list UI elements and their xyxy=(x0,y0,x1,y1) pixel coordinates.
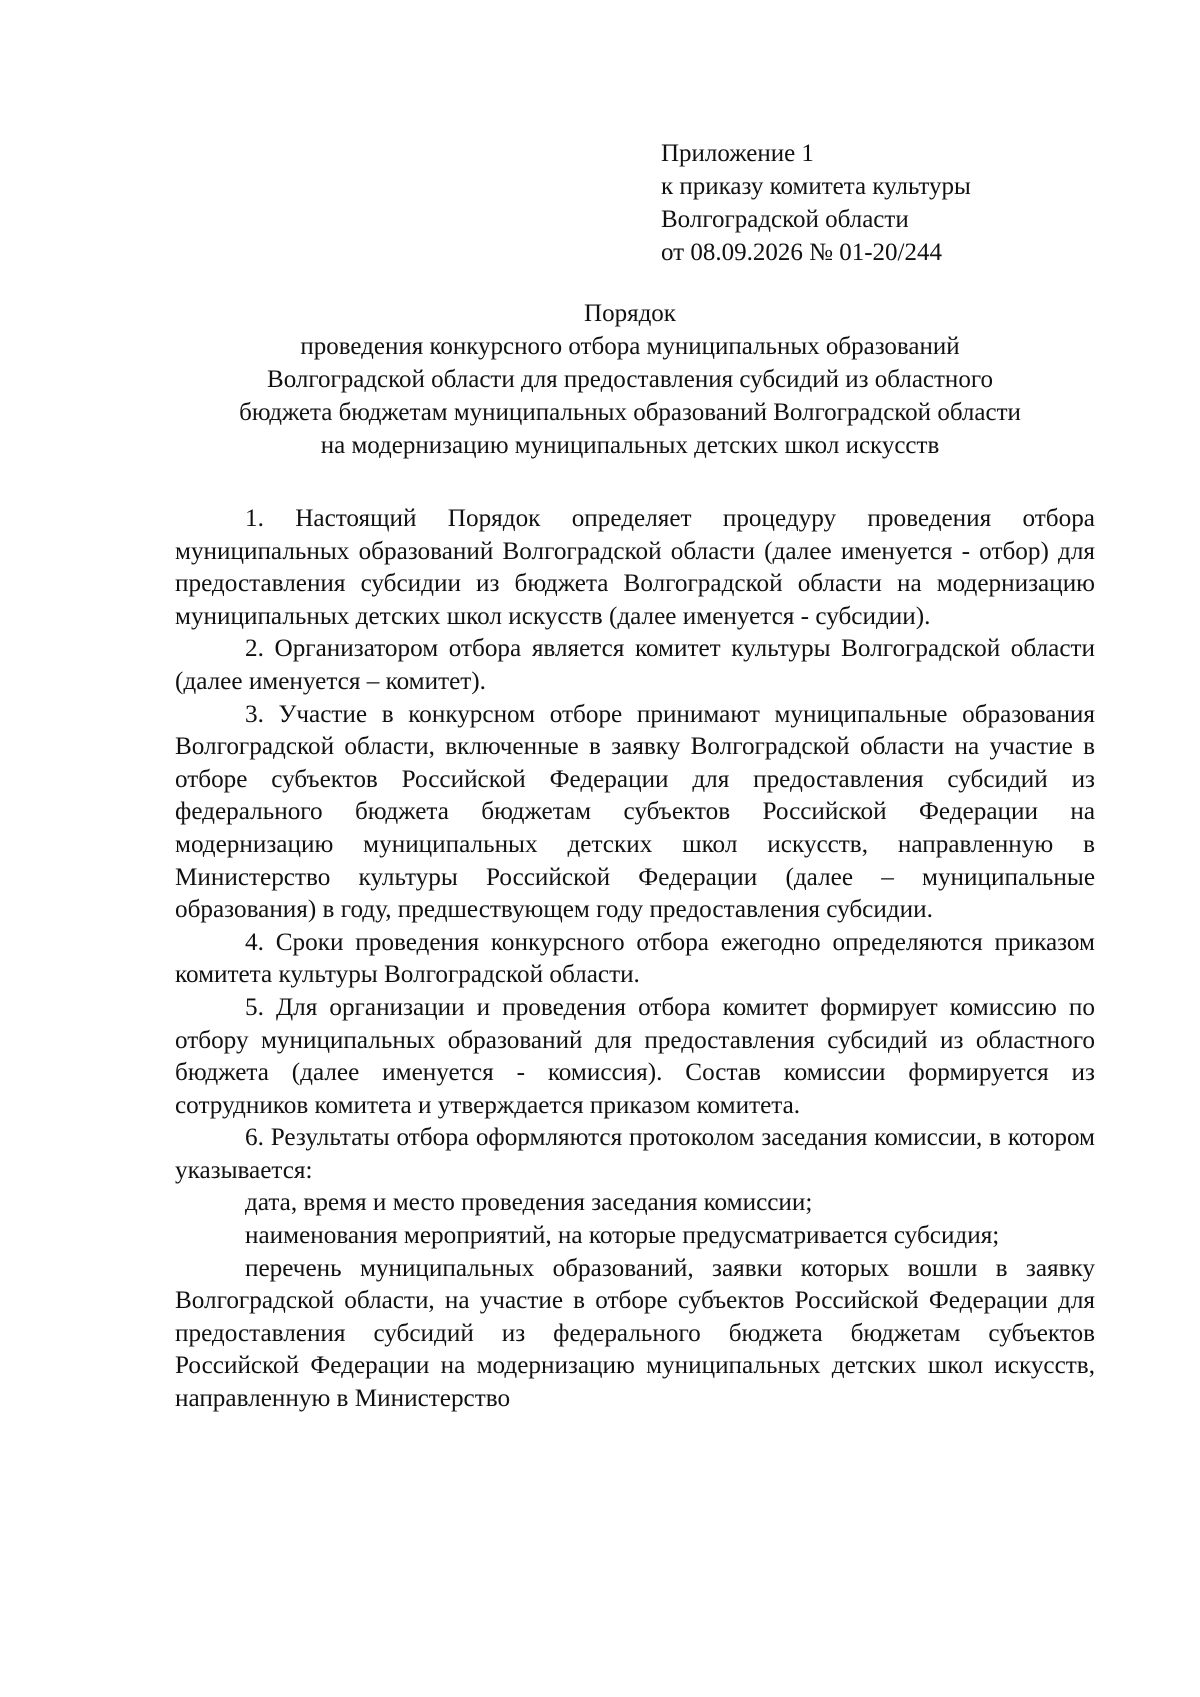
title-line: Волгоградской области для предоставления субсидий из областного xyxy=(267,366,993,393)
document-title xyxy=(170,297,1090,462)
paragraph-2: 2. Организатором отбора является комитет культуры Волгоградской области (далее именуется – комитет). xyxy=(175,635,1095,695)
title-line: на модернизацию муниципальных детских школ искусств xyxy=(320,432,940,459)
paragraph-5: 5. Для организации и проведения отбора комитет формирует комиссию по отбору муниципальных образований для предоставления субсидий из областного бюджета (далее именуется - комиссия). Состав комиссии формируется из сотрудников комитета и утверждается приказом комитета. xyxy=(175,993,1095,1119)
document-body xyxy=(175,503,1095,1416)
title-heading: Порядок xyxy=(584,300,676,327)
paragraph-3: 3. Участие в конкурсном отборе принимают муниципальные образования Волгоградской области, включенные в заявку Волгоградской области на участие в отборе субъектов Российской Федерации для предоставления субсидий из федерального бюджета бюджетам субъектов Российской Федерации на модернизацию муниципальных детских школ искусств, направленную в Министерство культуры Российской Федерации (далее – муниципальные образования) в году, предшествующем году предоставления субсидии. xyxy=(175,700,1095,924)
appendix-line: от 08.09.2026 № 01-20/244 xyxy=(661,239,942,266)
title-line: проведения конкурсного отбора муниципальных образований xyxy=(300,333,960,360)
appendix-line: Волгоградской области xyxy=(661,206,909,233)
paragraph-4: 4. Сроки проведения конкурсного отбора ежегодно определяются приказом комитета культуры Волгоградской области. xyxy=(175,928,1095,989)
appendix-line: к приказу комитета культуры xyxy=(661,173,971,200)
paragraph-1: 1. Настоящий Порядок определяет процедуру проведения отбора муниципальных образований Волгоградской области (далее именуется - отбор) для предоставления субсидии из бюджета Волгоградской области на модернизацию муниципальных детских школ искусств (далее именуется - субсидии). xyxy=(175,505,1095,630)
list-item-date: дата, время и место проведения заседания комиссии; xyxy=(245,1189,813,1217)
appendix-line: Приложение 1 xyxy=(661,140,814,167)
title-line: бюджета бюджетам муниципальных образований Волгоградской области xyxy=(239,399,1021,426)
list-item-municipalities: перечень муниципальных образований, заявки которых вошли в заявку Волгоградской области, на участие в отборе субъектов Российской Федерации для предоставления субсидий из федерального бюджета бюджетам субъектов Российской Федерации на модернизацию муниципальных детских школ искусств, направленную в Министерство xyxy=(175,1254,1095,1413)
paragraph-6: 6. Результаты отбора оформляются протоколом заседания комиссии, в котором указывается: xyxy=(175,1124,1095,1184)
list-item-events: наименования мероприятий, на которые предусматривается субсидия; xyxy=(245,1222,1000,1250)
appendix-block xyxy=(661,137,971,269)
